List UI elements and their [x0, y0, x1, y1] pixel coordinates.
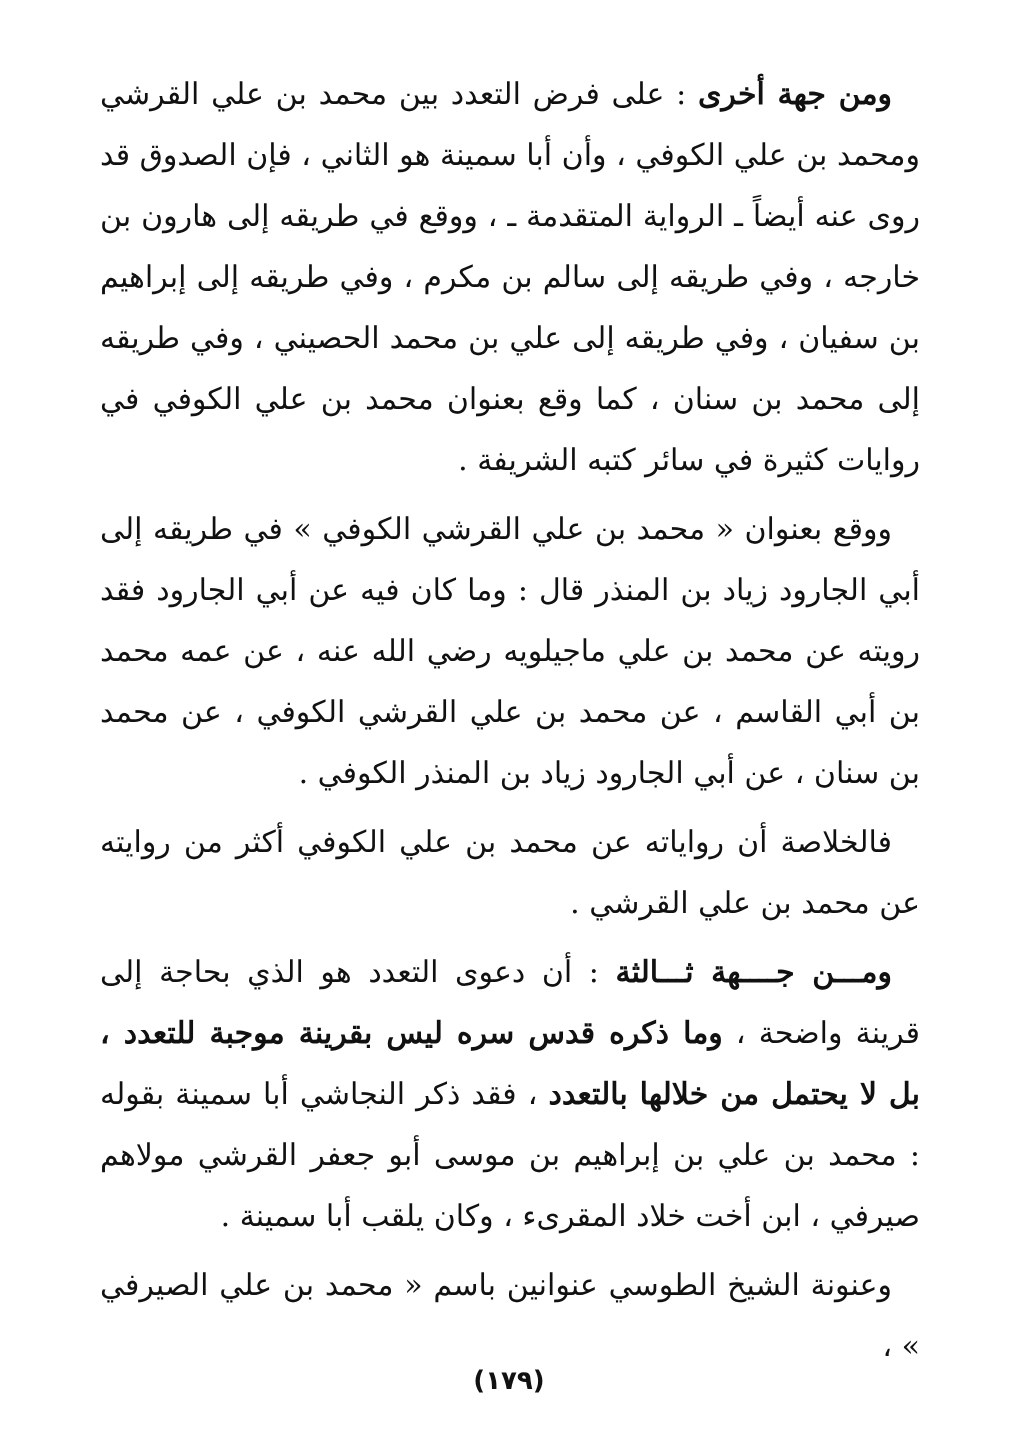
paragraph-2 — [100, 499, 920, 804]
paragraph-5 — [100, 1255, 920, 1377]
paragraph-4-text-b: ، فقد ذكر النجاشي أبا سمينة بقوله : محمد بن علي بن إبراهيم بن موسى أبو جعفر القرشي مولاهم صيرفي ، ابن أخت خلاد المقرىء ، وكان يلقب أبا سمينة . — [100, 1077, 920, 1234]
paragraph-1-text: : على فرض التعدد بين محمد بن علي القرشي ومحمد بن علي الكوفي ، وأن أبا سمينة هو الثاني ، فإن الصدوق قد روى عنه أيضاً ـ الرواية المتقدمة ـ ، ووقع في طريقه إلى هارون بن خارجه ، وفي طريقه إلى سالم بن مكرم ، وفي طريقه إلى إبراهيم بن سفيان ، وفي طريقه إلى علي بن محمد الحصيني ، وفي طريقه إلى محمد بن سنان ، كما وقع بعنوان محمد بن علي الكوفي في روايات كثيرة في سائر كتبه الشريفة . — [100, 77, 920, 478]
page-body — [100, 64, 920, 1385]
paragraph-3 — [100, 812, 920, 934]
paragraph-4 — [100, 942, 920, 1247]
paragraph-1 — [100, 64, 920, 491]
paragraph-4-emphasis: وما ذكره قدس سره ليس بقرينة موجبة للتعدد ، بل لا يحتمل من خلالها بالتعدد — [100, 1016, 920, 1112]
paragraph-2-text: ووقع بعنوان « محمد بن علي القرشي الكوفي » في طريقه إلى أبي الجارود زياد بن المنذر قال : وما كان فيه عن أبي الجارود فقد رويته عن محمد بن علي ماجيلويه رضي الله عنه ، عن عمه محمد بن أبي القاسم ، عن محمد بن علي القرشي الكوفي ، عن محمد بن سنان ، عن أبي الجارود زياد بن المنذر الكوفي . — [100, 512, 920, 791]
paragraph-5-text: وعنونة الشيخ الطوسي عنوانين باسم « محمد بن علي الصيرفي » ، — [100, 1268, 920, 1364]
paragraph-1-lead: ومن جهة أخرى — [697, 77, 892, 112]
paragraph-4-lead: ومـــن جــــهة ثـــالثة — [615, 955, 892, 990]
page-number: (١٧٩) — [473, 1366, 545, 1396]
paragraph-4-text-a: : أن دعوى التعدد هو الذي بحاجة إلى قرينة واضحة ، — [100, 955, 920, 1051]
paragraph-3-text: فالخلاصة أن رواياته عن محمد بن علي الكوفي أكثر من روايته عن محمد بن علي القرشي . — [100, 825, 920, 921]
